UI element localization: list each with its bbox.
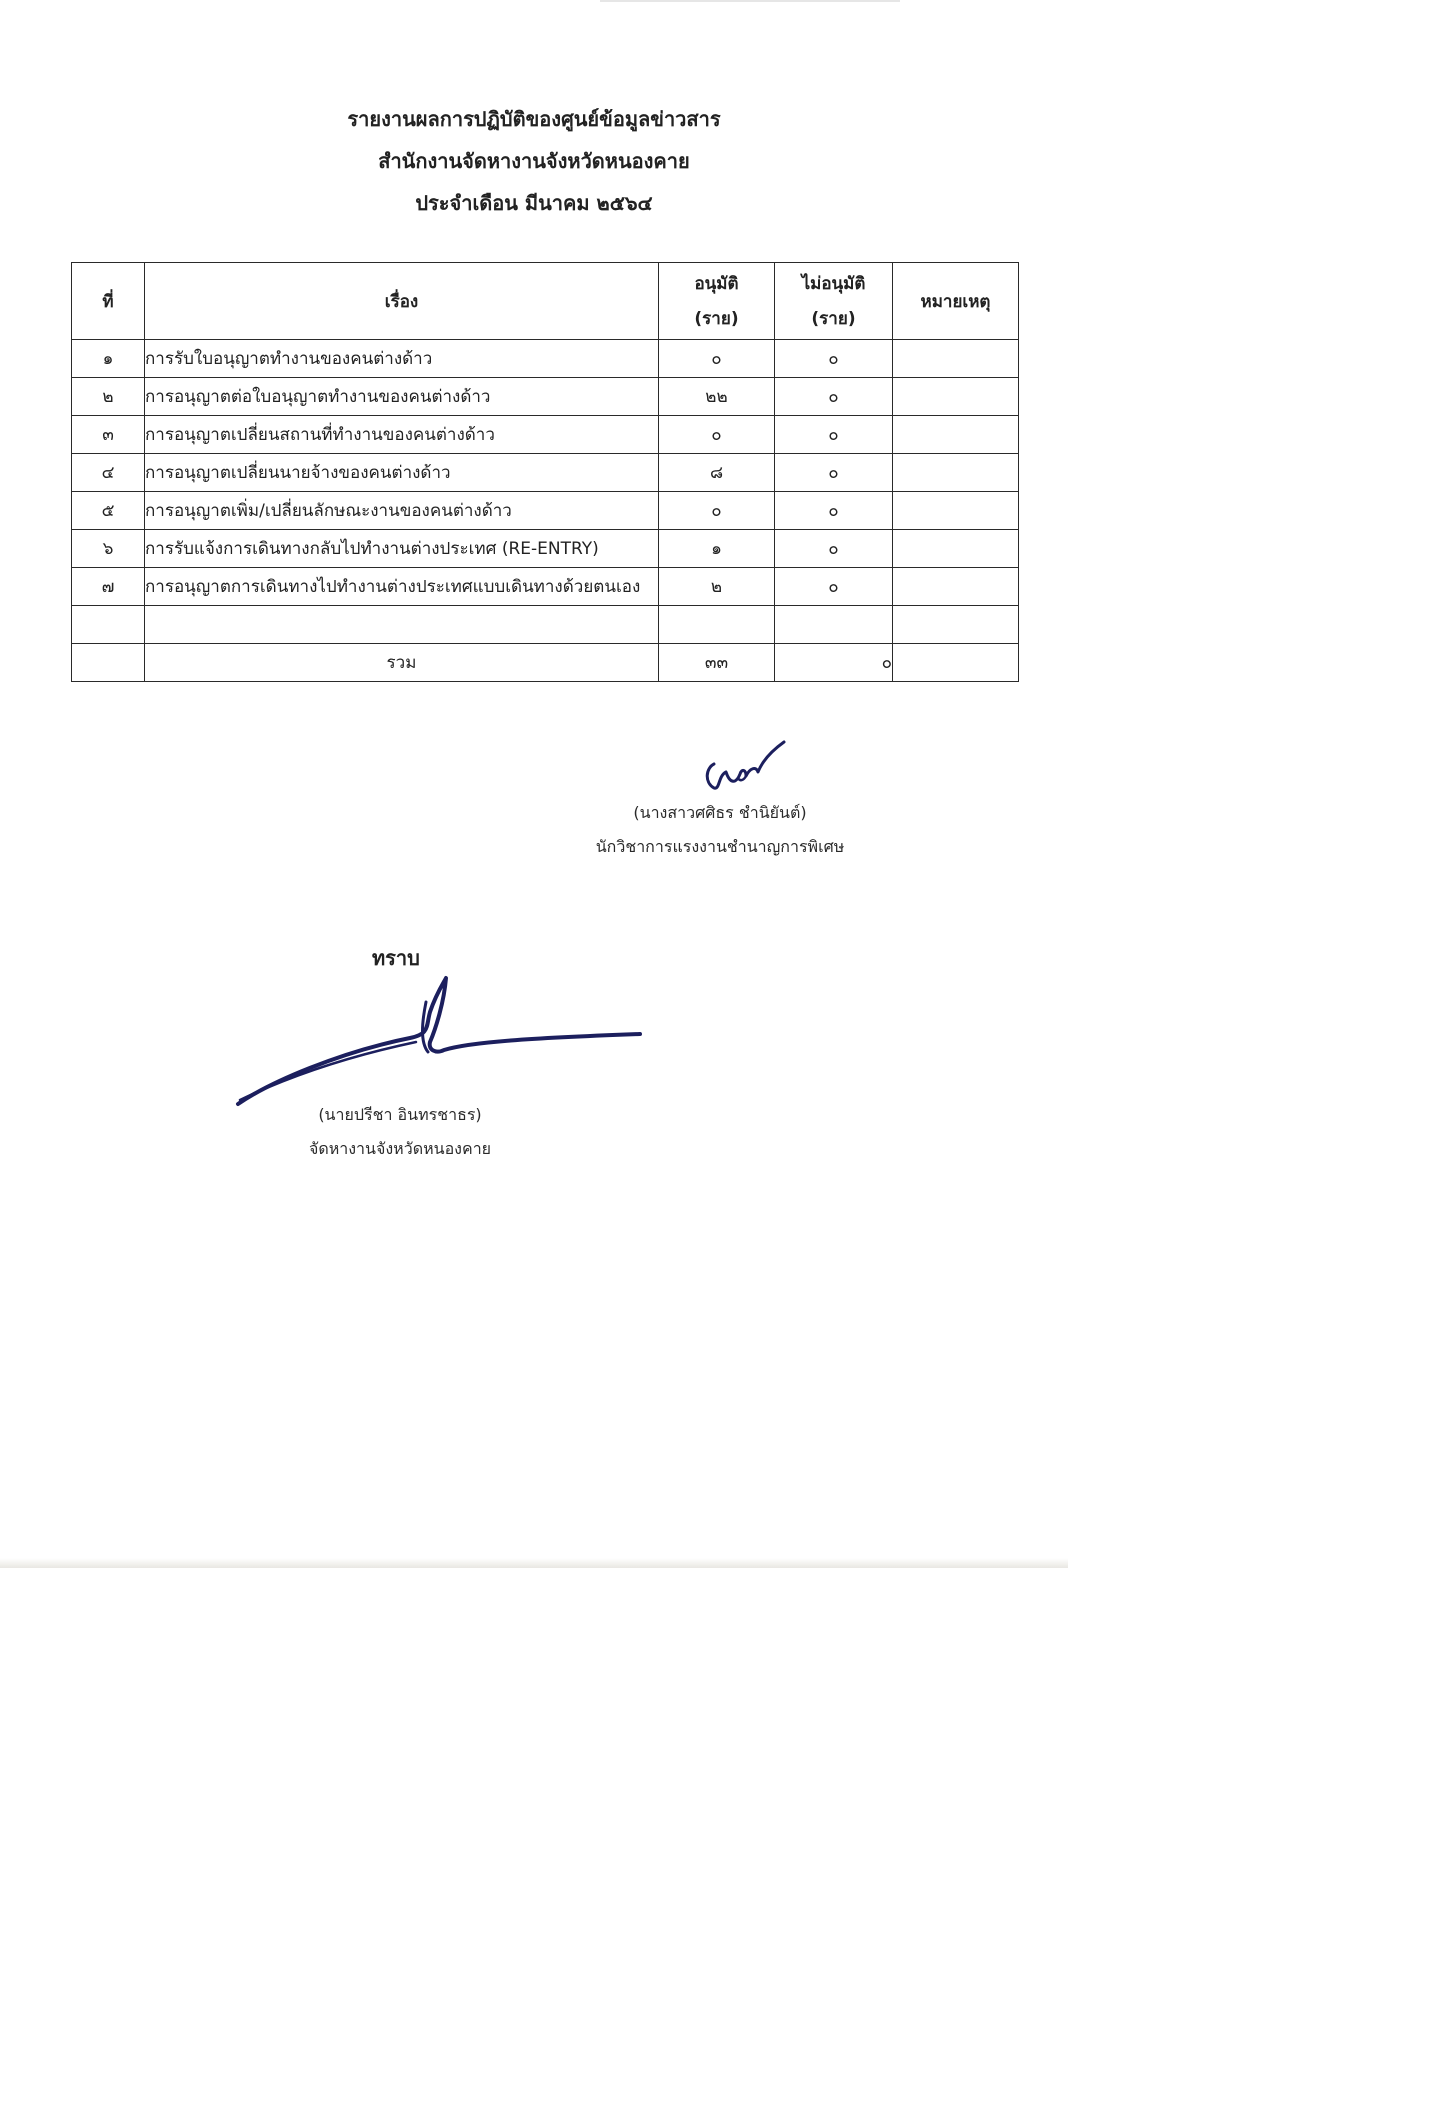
table-total-row: [72, 644, 1019, 682]
table-row: [72, 454, 1019, 492]
header-no: ที่: [72, 263, 145, 340]
row-not-approved: ๐: [775, 568, 893, 606]
table-row: [72, 492, 1019, 530]
empty-cell: [659, 606, 775, 644]
row-remark: [893, 530, 1019, 568]
row-remark: [893, 454, 1019, 492]
report-period: ประจำเดือน มีนาคม ๒๕๖๔: [415, 191, 653, 215]
row-remark: [893, 378, 1019, 416]
row-not-approved: ๐: [775, 530, 893, 568]
signatory-2: [250, 1098, 550, 1166]
table-header-row: [72, 263, 1019, 340]
empty-cell: [72, 606, 145, 644]
total-empty-cell: [72, 644, 145, 682]
row-not-approved: ๐: [775, 454, 893, 492]
signatory-1-name: (นางสาวศศิธร ชำนิยันต์): [633, 803, 807, 822]
signatory-1-position: นักวิชาการแรงงานชำนาญการพิเศษ: [595, 837, 845, 856]
row-not-approved: ๐: [775, 340, 893, 378]
office-name: สำนักงานจัดหางานจังหวัดหนองคาย: [378, 149, 690, 173]
table-row: [72, 530, 1019, 568]
empty-cell: [893, 606, 1019, 644]
signatory-2-position: จัดหางานจังหวัดหนองคาย: [308, 1139, 492, 1158]
table-row: [72, 568, 1019, 606]
row-not-approved: ๐: [775, 378, 893, 416]
acknowledge-label: ทราบ: [372, 946, 420, 970]
header-approved-label: อนุมัติ: [694, 274, 739, 294]
row-not-approved: ๐: [775, 416, 893, 454]
row-remark: [893, 568, 1019, 606]
table-row-empty: [72, 606, 1019, 644]
row-remark: [893, 340, 1019, 378]
row-approved: ๑: [659, 530, 775, 568]
total-label: รวม: [145, 644, 659, 682]
row-remark: [893, 416, 1019, 454]
row-number: ๗: [72, 568, 145, 606]
row-approved: ๘: [659, 454, 775, 492]
header-not-approved-unit: (ราย): [811, 309, 856, 329]
report-table: [71, 262, 1019, 682]
row-topic: การรับแจ้งการเดินทางกลับไปทำงานต่างประเทศ (RE-ENTRY): [145, 530, 659, 568]
total-approved: ๓๓: [659, 644, 775, 682]
header-remark: หมายเหตุ: [893, 263, 1019, 340]
header-approved-unit: (ราย): [694, 309, 739, 329]
header-topic: เรื่อง: [145, 263, 659, 340]
header-not-approved-label: ไม่อนุมัติ: [801, 274, 866, 294]
row-number: ๔: [72, 454, 145, 492]
row-topic: การอนุญาตเพิ่ม/เปลี่ยนลักษณะงานของคนต่างด้าว: [145, 492, 659, 530]
empty-cell: [145, 606, 659, 644]
row-approved: ๐: [659, 492, 775, 530]
table-row: [72, 340, 1019, 378]
total-remark: [893, 644, 1019, 682]
header-not-approved: [775, 263, 893, 340]
row-number: ๓: [72, 416, 145, 454]
row-number: ๕: [72, 492, 145, 530]
row-approved: ๒: [659, 568, 775, 606]
report-title: รายงานผลการปฏิบัติของศูนย์ข้อมูลข่าวสาร: [347, 107, 721, 131]
row-not-approved: ๐: [775, 492, 893, 530]
row-number: ๑: [72, 340, 145, 378]
signatory-2-name: (นายปรีชา อินทรชาธร): [318, 1105, 482, 1124]
page-edge: [600, 0, 900, 2]
signature-2-icon: [230, 972, 650, 1112]
row-topic: การอนุญาตการเดินทางไปทำงานต่างประเทศแบบเดินทางด้วยตนเอง: [145, 568, 659, 606]
row-topic: การอนุญาตต่อใบอนุญาตทำงานของคนต่างด้าว: [145, 378, 659, 416]
header-approved: [659, 263, 775, 340]
row-approved: ๒๒: [659, 378, 775, 416]
row-remark: [893, 492, 1019, 530]
signatory-1: [560, 796, 880, 864]
row-approved: ๐: [659, 416, 775, 454]
table-row: [72, 416, 1019, 454]
page-edge: [0, 1558, 1068, 1568]
row-number: ๖: [72, 530, 145, 568]
row-topic: การอนุญาตเปลี่ยนสถานที่ทำงานของคนต่างด้าว: [145, 416, 659, 454]
row-topic: การรับใบอนุญาตทำงานของคนต่างด้าว: [145, 340, 659, 378]
document-header: [0, 98, 1068, 224]
signature-1-icon: [700, 738, 790, 796]
total-not-approved: ๐: [775, 644, 893, 682]
empty-cell: [775, 606, 893, 644]
table-row: [72, 378, 1019, 416]
row-approved: ๐: [659, 340, 775, 378]
row-number: ๒: [72, 378, 145, 416]
row-topic: การอนุญาตเปลี่ยนนายจ้างของคนต่างด้าว: [145, 454, 659, 492]
